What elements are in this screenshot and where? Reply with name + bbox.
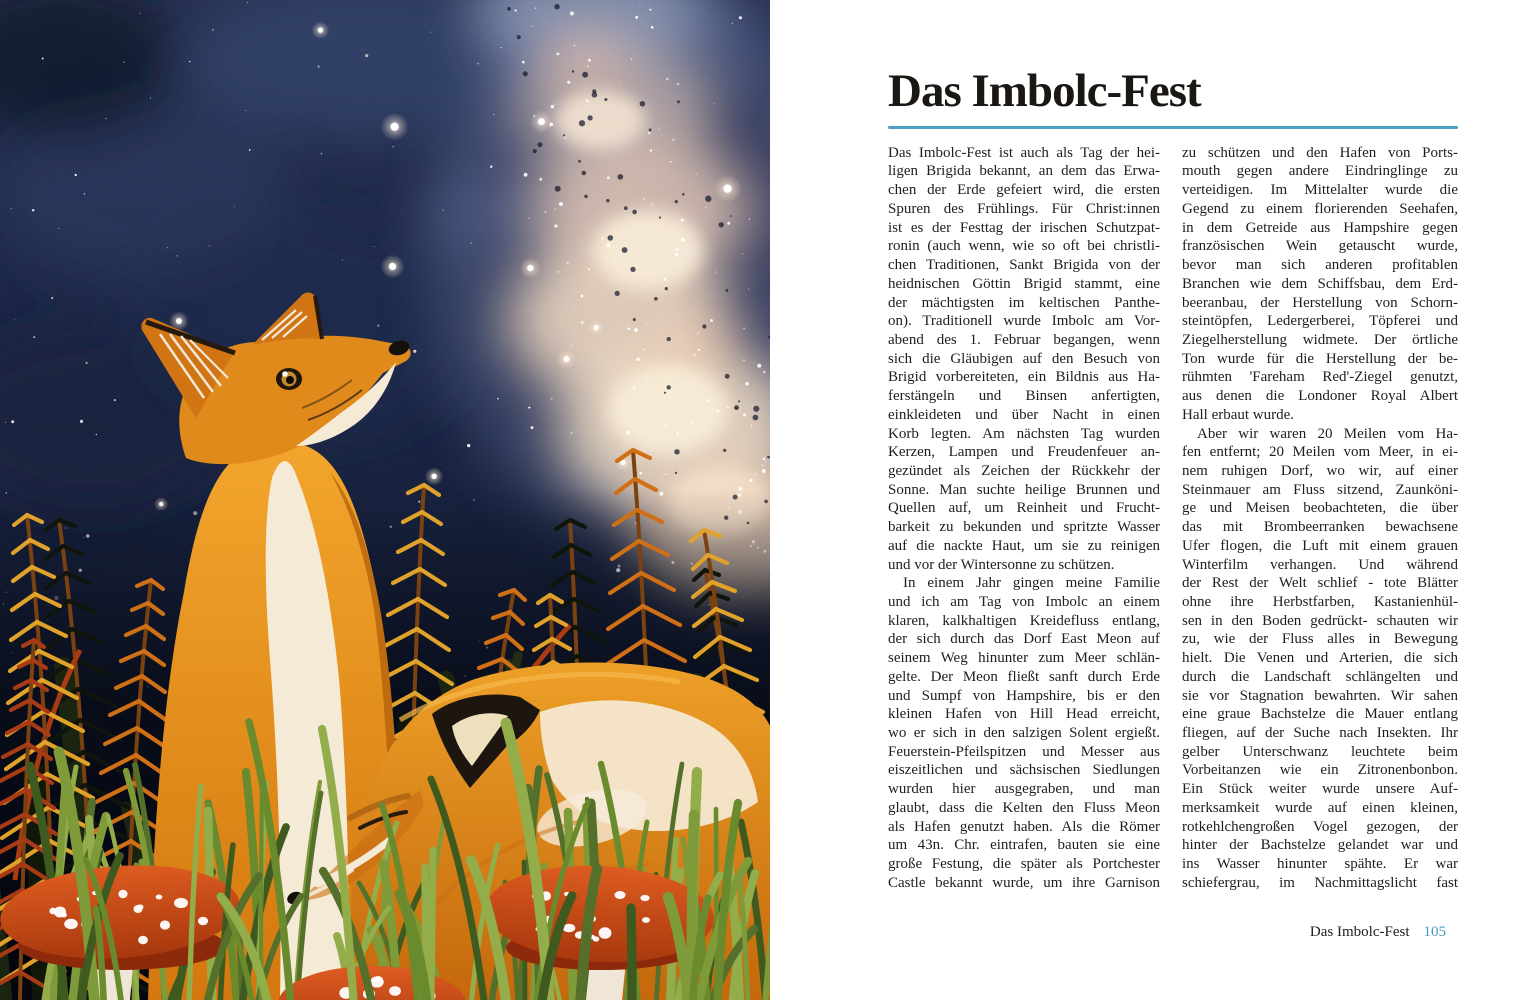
text-line: sen in den Boden gedrückt- schauten wir	[1182, 612, 1458, 629]
text-line: chen Traditionen, Sankt Brigida von der	[888, 257, 1160, 274]
text-line: gelte. Der Meon fließt sanft durch Erde	[888, 668, 1160, 685]
text-line: und Sumpf von Hampshire, bis er den	[888, 687, 1160, 704]
text-line: hielt. Die Venen und Arterien, die sich	[1182, 650, 1458, 667]
text-line: seinem Weg hinunter zum Meer schlän-	[888, 650, 1160, 667]
text-line: ins Wasser hinunter spähte. Er war	[1182, 856, 1458, 873]
text-column-2	[1182, 144, 1458, 893]
text-line: Feuerstein-Pfeilspitzen und Messer aus	[888, 743, 1160, 760]
text-line: rühmten 'Fareham Red'-Ziegel genutzt,	[1182, 369, 1458, 386]
text-column-1	[888, 144, 1160, 893]
text-line: ist es der Festtag der irischen Schutzpat-	[888, 219, 1160, 236]
text-line: sie vor Stagnation bewahrten. Wir sahen	[1182, 687, 1458, 704]
text-line: aus denen die Londoner Royal Albert	[1182, 388, 1458, 405]
text-line: eine graue Bachstelze die Mauer entlang	[1182, 706, 1458, 723]
text-line: Korb legten. Am nächsten Tag wurden	[888, 425, 1160, 442]
text-line: der Rest der Welt schlief - tote Blätter	[1182, 575, 1458, 592]
text-line: Ton wurde für die Herstellung der be-	[1182, 350, 1458, 367]
text-line: ge und Meisen beobachteten, die über	[1182, 500, 1458, 517]
text-page	[888, 0, 1458, 1000]
text-line: zu, wie der Fluss alles in Bewegung	[1182, 631, 1458, 648]
text-line: zu schützen und den Hafen von Ports-	[1182, 144, 1458, 161]
text-line: merksamkeit wurde auf einen kleinen,	[1182, 799, 1458, 816]
text-line: Ufer flogen, die Luft mit einem grauen	[1182, 537, 1458, 554]
text-line: Quellen auf, um Reinheit und Frucht-	[888, 500, 1160, 517]
title-rule	[888, 126, 1458, 129]
text-line: der mächtigsten im keltischen Panthe-	[888, 294, 1160, 311]
text-line: ferstängeln und Binsen anfertigten,	[888, 388, 1160, 405]
text-line: in dem Getreide aus Hampshire gegen	[1182, 219, 1458, 236]
text-line: wo er sich in den salzigen Solent ergießt.	[888, 725, 1160, 742]
text-line: abend des 1. Februar begangen, wenn	[888, 331, 1160, 348]
text-line: nem ruhigen Dorf, wo wir, auf einer	[1182, 462, 1458, 479]
text-line: Branchen wie dem Schiffsbau, dem Erd-	[1182, 275, 1458, 292]
text-line: große Festung, die später als Portchester	[888, 856, 1160, 873]
text-line: ronin (auch wenn, wie so oft bei christli-	[888, 238, 1160, 255]
text-line: fen entfernt; 20 Meilen vom Meer, in ei-	[1182, 444, 1458, 461]
text-line: wurden hier ausgegraben, und man	[888, 781, 1160, 798]
text-line: der sich durch das Dorf East Meon auf	[888, 631, 1160, 648]
text-line: das mit Brombeerranken bewachsene	[1182, 519, 1458, 536]
text-line: französischen Wein getauscht wurde,	[1182, 238, 1458, 255]
text-line: sich die Gläubigen auf den Besuch von	[888, 350, 1160, 367]
text-line: Gegend zu einem florierenden Seehafen,	[1182, 200, 1458, 217]
text-line: heidnischen Göttin Brigid stammt, eine	[888, 275, 1160, 292]
text-line: chen der Erde gefeiert wird, die ersten	[888, 182, 1160, 199]
text-line: gelber Unterschwanz leuchtete beim	[1182, 743, 1458, 760]
running-header: Das Imbolc-Fest	[1309, 924, 1410, 940]
text-line: Kerzen, Lampen und Freudenfeuer an-	[888, 444, 1160, 461]
text-line: glaubt, dass die Kelten den Fluss Meon	[888, 799, 1160, 816]
text-line: schiefergrau, im Nachmittagslicht fast	[1182, 874, 1458, 891]
text-line: ligen Brigida bekannt, an dem das Erwa-	[888, 163, 1160, 180]
text-line: bevor man sich anderen profitablen	[1182, 257, 1458, 274]
text-line: verteidigen. Im Mittelalter wurde die	[1182, 182, 1458, 199]
text-line: hinter der Bachstelze gelandet war und	[1182, 837, 1458, 854]
text-line: Spuren des Frühlings. Für Christ:innen	[888, 200, 1160, 217]
text-line: Winterfilm verhangen. Und während	[1182, 556, 1458, 573]
text-line: Vorbeitanzen wie ein Zitronenbonbon.	[1182, 762, 1458, 779]
text-line: Das Imbolc-Fest ist auch als Tag der hei-	[888, 144, 1160, 161]
text-line: steintöpfen, Ledergerberei, Töpferei und	[1182, 313, 1458, 330]
text-line: und vor der Wintersonne zu schützen.	[888, 556, 1115, 573]
text-line: Ziegelherstellung widmete. Der örtliche	[1182, 331, 1458, 348]
text-line: fliegen, auf der Suche nach Insekten. Ihr	[1182, 725, 1458, 742]
text-line: Aber wir waren 20 Meilen vom Ha-	[1197, 425, 1458, 442]
text-line: In einem Jahr gingen meine Familie	[903, 575, 1160, 592]
text-line: on). Traditionell wurde Imbolc am Vor-	[888, 313, 1160, 330]
text-line: Steinmauer am Fluss sitzend, Zaunköni-	[1182, 481, 1458, 498]
text-line: kleinen Hafen von Hill Head erreicht,	[888, 706, 1160, 723]
text-line: Ein Stück weiter wurde unsere Auf-	[1182, 781, 1458, 798]
text-line: Hall erbaut wurde.	[1182, 406, 1295, 423]
text-line: gezündet als Zeichen der Rückkehr der	[888, 462, 1160, 479]
text-line: auf die nackte Haut, um sie zu reinigen	[888, 537, 1160, 554]
text-line: und ich am Tag von Imbolc an einem	[888, 594, 1160, 610]
page-footer	[1310, 924, 1446, 941]
text-line: durch die Landschaft schlängelten und	[1182, 668, 1458, 685]
text-line: barkeit zu bekunden und spritzte Wasser	[888, 519, 1160, 536]
text-line: um 43n. Chr. eintrafen, bauten sie eine	[888, 837, 1160, 854]
text-line: als Hafen genutzt haben. Als die Römer	[888, 818, 1160, 835]
page-number: 105	[1423, 924, 1446, 940]
text-line: eiszeitlichen und sächsischen Siedlungen	[888, 762, 1160, 779]
text-line: Sonne. Man suchte heilige Brunnen und	[888, 481, 1160, 498]
text-line: rotkehlchengroßen Vogel gezogen, der	[1182, 818, 1458, 835]
body-columns	[888, 144, 1458, 893]
text-line: einkleideten und über Nacht in einen	[888, 406, 1160, 423]
text-line: mouth gegen andere Eindringlinge zu	[1182, 163, 1458, 180]
text-line: klaren, kalkhaltigen Kreidefluss entlang,	[888, 612, 1160, 629]
text-line: Brigid vorbereiteten, ein Bildnis aus Ha-	[888, 369, 1160, 386]
text-line: beeranbau, der Herstellung von Schorn-	[1182, 294, 1458, 311]
text-line: ohne ihre Herbstfarben, Kastanienhül-	[1182, 594, 1458, 610]
page-title: Das Imbolc-Fest	[888, 65, 1201, 117]
text-line: Castle bekannt wurde, um ihre Garnison	[888, 874, 1160, 891]
